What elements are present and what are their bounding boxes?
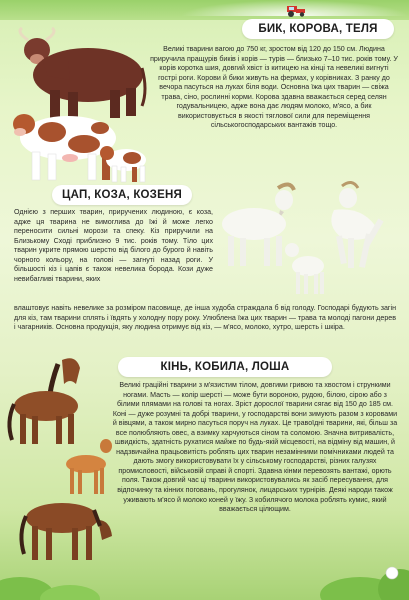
foal-image (66, 439, 112, 494)
section-title-goats: ЦАП, КОЗА, КОЗЕНЯ (52, 185, 192, 205)
mare-image (21, 503, 112, 560)
cattle-illustration (8, 20, 148, 185)
goats-description-part-2: влаштовує навіть невелике за розміром пасовище, де інша худоба страждала б від голоду. Господарі будують загін для кіз, там тварини сплять і ївдять у холодну пору року. Улюблена їжа цих тварин — трава та молоді пагони дерев і чагарників. Основна продукція, яку людина отримує від кіз, — м'ясо, молоко, хутро, шерсть і шкіра. (14, 304, 396, 332)
horses-description: Великі грацiйні тварини з м'язистим тілом, довгими гривою та хвостом і стрункими ногами. Масть — колір шерсті — може бути вороною, рудою, білою, сірою або з білими плямами на голові та ногах. Зріст дорослої тварини сягає від 150 до 185 см. Коні — дуже розумні та добрі тварини, у господарстві вони зимують разом з коровами й вівцями, а також мирно пасуться поруч на луках. Це травоїдні тварини, які, більш за все полюбляють овес, а взимку харчуються сіном та соломою. Значна витривалість, швидкість, здатність рухатися майже по будь-якій місцевості, на відміну від машин, й надзвичайна працьовитість роблять цих тварин незамінними помічниками людей та дають змогу використовувати їх у сільському господарстві, різних галузях промисловості, військовій справі й спорті. Здавна кінми перевозять вантажі, орють поля. Також довгий час ці тварини використовувались як засіб пересування, для відпочинку та кінних поговань, прогулянок, лицарських турнірів. Деякі народи також уживають м'ясо й молоко коней у їжу. З кобилячого молока роблять кумис, який вважається цілющим. (112, 381, 398, 514)
section-title-cattle: БИК, КОРОВА, ТЕЛЯ (242, 19, 394, 39)
cattle-description: Великі тварини вагою до 750 кг, зростом від 120 до 150 см. Людина приручила пращурів биків і корів — турів — близько 7–10 тис. років тому. У корів коротка шия, довгий хвіст із китицею на кінці та невеликі вигнуті гострі роги. Корови й бики живуть на фермах, у корівниках. З ранку до вечора пасуться на луках біля води. Основна їжа цих тварин — свіжа трава, сіно, рослинні корми. Корова здавна вважається серед селян годувальницею, адже вона дає людям молоко, м'ясо, а бик використовується в якості тяглової сили для переміщення сільськогосподарських вантажів тощо. (150, 45, 398, 130)
goats-illustration (216, 180, 401, 302)
bushes-decoration (0, 555, 409, 600)
nanny-goat-image (331, 182, 383, 268)
goats-description-part-1: Однією з перших тварин, приручених людиною, є коза, адже ця тварина не вимоглива до їжі й може легко переносити сильні морози та спеку. Кіз приручили на Близькому Сході приблизно 9 тис. років тому. Тіло цих тварин укрите прямою шерстю від білого до бурого й навіть чорного кольору, на голові — загнуті назад роги. У більшості кіз і цапів є також невелика борода. Кози дуже невибагливі тварини, яких (14, 208, 213, 283)
section-title-horses: КІНЬ, КОБИЛА, ЛОША (118, 357, 332, 377)
billy-goat-image (222, 184, 294, 266)
horses-illustration (6, 350, 114, 570)
bull-image (20, 28, 145, 118)
kid-goat-image (285, 243, 324, 294)
horse-image (9, 358, 80, 444)
cow-image (13, 114, 116, 180)
tractor-icon (284, 4, 308, 17)
